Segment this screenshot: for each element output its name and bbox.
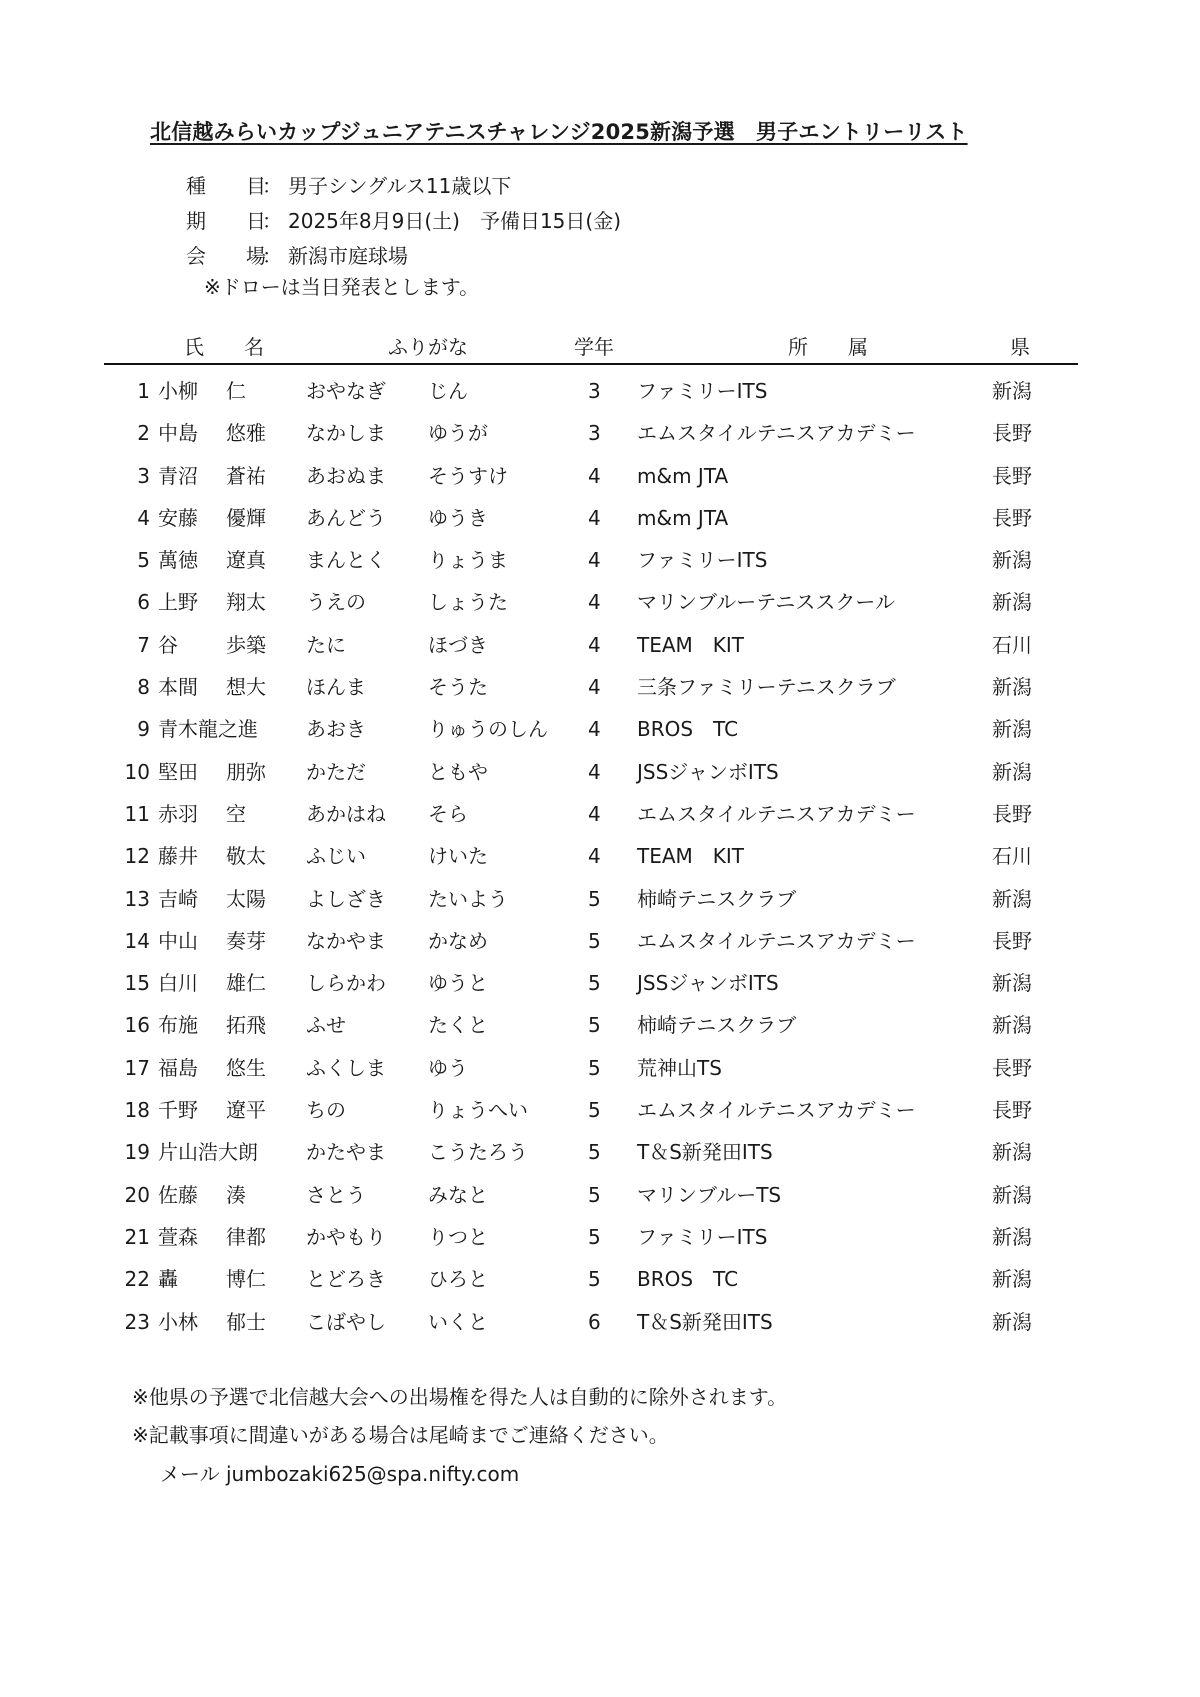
entry-given-name: 太陽 <box>226 886 266 911</box>
entry-number: 21 <box>124 1224 150 1249</box>
entry-family-name: 上野 <box>158 590 198 615</box>
event-info <box>186 170 511 199</box>
entry-prefecture: 長野 <box>992 505 1032 530</box>
entry-family-name: 白川 <box>158 971 198 996</box>
entry-family-name: 片山浩大朗 <box>158 1140 258 1165</box>
entry-family-kana: おやなぎ <box>306 379 386 403</box>
entry-team: マリンブルーTS <box>637 1182 782 1207</box>
entry-family-kana: まんとく <box>306 548 386 573</box>
entry-given-kana: りゅうのしん <box>428 717 548 742</box>
entry-number: 18 <box>124 1098 150 1123</box>
entry-given-kana: そら <box>428 801 468 826</box>
entry-prefecture: 新潟 <box>992 548 1032 573</box>
table-row <box>0 539 1200 581</box>
table-row <box>0 793 1200 835</box>
entry-family-name: 青木龍之進 <box>158 717 258 742</box>
entry-team: エムスタイルテニスアカデミー <box>637 1098 916 1123</box>
entry-team: エムスタイルテニスアカデミー <box>637 421 916 446</box>
entry-number: 1 <box>137 379 150 403</box>
entry-number: 3 <box>137 463 150 488</box>
entry-number: 22 <box>124 1267 150 1292</box>
entry-prefecture: 新潟 <box>992 886 1032 911</box>
entry-grade: 5 <box>588 1267 601 1292</box>
table-row <box>0 1004 1200 1046</box>
date-info <box>186 205 621 234</box>
entry-number: 15 <box>124 971 150 996</box>
table-row <box>0 1216 1200 1258</box>
entry-number: 8 <box>137 675 150 700</box>
entry-family-kana: あかはね <box>306 801 386 826</box>
entry-prefecture: 新潟 <box>992 379 1032 403</box>
entry-family-kana: うえの <box>306 590 366 615</box>
entry-number: 14 <box>124 928 150 953</box>
table-row <box>0 920 1200 962</box>
entry-family-kana: あおぬま <box>306 463 386 488</box>
entry-given-kana: ひろと <box>428 1267 488 1292</box>
entry-team: 柿崎テニスクラブ <box>637 1013 797 1038</box>
entry-given-kana: たくと <box>428 1013 488 1038</box>
entry-family-kana: かやもり <box>306 1224 386 1249</box>
entry-grade: 5 <box>588 1224 601 1249</box>
entry-family-name: 轟 <box>158 1267 178 1292</box>
entry-team: TEAM KIT <box>637 844 745 869</box>
entry-given-kana: りつと <box>428 1224 488 1249</box>
table-row <box>0 1174 1200 1216</box>
entry-team: ファミリーITS <box>637 548 768 573</box>
entry-family-kana: しらかわ <box>306 971 386 996</box>
event-label: 種 目 <box>186 174 266 198</box>
entry-prefecture: 新潟 <box>992 1140 1032 1165</box>
entry-grade: 3 <box>588 421 601 446</box>
entry-grade: 4 <box>588 463 601 488</box>
entry-given-name: 拓飛 <box>226 1013 266 1038</box>
entry-number: 23 <box>124 1309 150 1334</box>
entry-given-kana: いくと <box>428 1309 488 1334</box>
entry-prefecture: 長野 <box>992 928 1032 953</box>
entry-family-name: 福島 <box>158 1055 198 1080</box>
entry-family-name: 中島 <box>158 421 198 446</box>
entry-grade: 5 <box>588 971 601 996</box>
entry-given-kana: たいよう <box>428 886 508 911</box>
entry-family-kana: とどろき <box>306 1267 386 1292</box>
entry-given-kana: ゆう <box>428 1055 468 1080</box>
entry-grade: 5 <box>588 1013 601 1038</box>
entry-number: 9 <box>137 717 150 742</box>
table-row <box>0 1089 1200 1131</box>
header-name-2: 名 <box>244 335 264 359</box>
entry-family-name: 千野 <box>158 1098 198 1123</box>
entry-team: m&m JTA <box>637 463 729 488</box>
entry-given-name: 優輝 <box>226 505 266 530</box>
entry-number: 17 <box>124 1055 150 1080</box>
entry-grade: 4 <box>588 675 601 700</box>
entry-number: 13 <box>124 886 150 911</box>
entry-grade: 5 <box>588 1182 601 1207</box>
header-pref: 県 <box>1010 335 1030 359</box>
table-row <box>0 624 1200 666</box>
entry-grade: 5 <box>588 886 601 911</box>
header-team <box>788 331 868 360</box>
entry-family-kana: なかやま <box>306 928 386 953</box>
entry-family-name: 吉崎 <box>158 886 198 911</box>
table-row <box>0 666 1200 708</box>
entry-given-name: 奏芽 <box>226 928 266 953</box>
entry-family-name: 藤井 <box>158 844 198 869</box>
entry-team: BROS TC <box>637 717 739 742</box>
entry-team: m&m JTA <box>637 505 729 530</box>
entry-given-name: 仁 <box>226 379 246 403</box>
entry-given-name: 郁士 <box>226 1309 266 1334</box>
entry-given-kana: じん <box>428 379 468 403</box>
date-colon: ： <box>262 209 282 233</box>
entry-grade: 4 <box>588 548 601 573</box>
entry-grade: 4 <box>588 801 601 826</box>
entry-given-kana: りょうま <box>428 548 508 573</box>
entry-given-name: 遼真 <box>226 548 266 573</box>
entry-family-name: 青沼 <box>158 463 198 488</box>
entry-prefecture: 新潟 <box>992 1309 1032 1334</box>
entry-prefecture: 新潟 <box>992 675 1032 700</box>
entry-number: 12 <box>124 844 150 869</box>
entry-family-kana: よしざき <box>306 886 386 911</box>
table-row <box>0 497 1200 539</box>
entry-family-name: 萱森 <box>158 1224 198 1249</box>
entry-given-name: 湊 <box>226 1182 246 1207</box>
entry-team: ファミリーITS <box>637 379 768 403</box>
entry-list <box>0 370 1200 1343</box>
entry-prefecture: 長野 <box>992 421 1032 446</box>
event-value: 男子シングルス11歳以下 <box>288 174 512 198</box>
entry-grade: 4 <box>588 632 601 657</box>
venue-label: 会 場 <box>186 244 266 268</box>
entry-given-name: 雄仁 <box>226 971 266 996</box>
entry-prefecture: 新潟 <box>992 590 1032 615</box>
entry-grade: 4 <box>588 759 601 784</box>
entry-family-kana: ふせ <box>306 1013 346 1038</box>
footer-note-contact: ※記載事項に間違いがある場合は尾崎までご連絡ください。 <box>132 1423 669 1447</box>
table-row <box>0 878 1200 920</box>
header-name-1: 氏 <box>184 335 204 359</box>
entry-prefecture: 石川 <box>992 632 1032 657</box>
entry-family-name: 中山 <box>158 928 198 953</box>
entry-given-kana: ともや <box>428 759 488 784</box>
entry-prefecture: 新潟 <box>992 1224 1032 1249</box>
entry-number: 20 <box>124 1182 150 1207</box>
entry-number: 19 <box>124 1140 150 1165</box>
entry-grade: 5 <box>588 928 601 953</box>
header-team-2: 属 <box>848 335 868 359</box>
entry-prefecture: 長野 <box>992 463 1032 488</box>
entry-given-kana: そうすけ <box>428 463 508 488</box>
entry-family-kana: かたやま <box>306 1140 386 1165</box>
venue-info <box>186 240 408 269</box>
entry-family-name: 佐藤 <box>158 1182 198 1207</box>
entry-team: 三条ファミリーテニスクラブ <box>637 675 896 700</box>
entry-prefecture: 新潟 <box>992 759 1032 784</box>
entry-family-name: 堅田 <box>158 759 198 784</box>
footer-mail: メール jumbozaki625@spa.nifty.com <box>160 1462 520 1486</box>
entry-team: T＆S新発田ITS <box>637 1309 773 1334</box>
entry-family-name: 布施 <box>158 1013 198 1038</box>
entry-team: ファミリーITS <box>637 1224 768 1249</box>
entry-family-kana: たに <box>306 632 346 657</box>
entry-given-kana: ゆうき <box>428 505 488 530</box>
entry-family-kana: あんどう <box>306 505 386 530</box>
entry-family-kana: かただ <box>306 759 366 784</box>
table-row <box>0 1301 1200 1343</box>
entry-team: TEAM KIT <box>637 632 745 657</box>
entry-family-name: 本間 <box>158 675 198 700</box>
entry-prefecture: 長野 <box>992 801 1032 826</box>
entry-family-kana: さとう <box>306 1182 366 1207</box>
table-row <box>0 962 1200 1004</box>
entry-grade: 3 <box>588 379 601 403</box>
header-grade: 学年 <box>574 335 614 359</box>
entry-given-name: 敬太 <box>226 844 266 869</box>
entry-number: 16 <box>124 1013 150 1038</box>
entry-given-name: 蒼祐 <box>226 463 266 488</box>
entry-grade: 4 <box>588 717 601 742</box>
table-row <box>0 370 1200 412</box>
entry-prefecture: 石川 <box>992 844 1032 869</box>
entry-family-kana: ちの <box>306 1098 346 1123</box>
entry-given-kana: けいた <box>428 844 488 869</box>
entry-given-kana: ほづき <box>428 632 488 657</box>
entry-given-kana: こうたろう <box>428 1140 528 1165</box>
entry-family-name: 小柳 <box>158 379 198 403</box>
entry-prefecture: 新潟 <box>992 1267 1032 1292</box>
table-row <box>0 1047 1200 1089</box>
entry-grade: 5 <box>588 1055 601 1080</box>
header-team-1: 所 <box>788 335 808 359</box>
entry-number: 7 <box>137 632 150 657</box>
entry-family-kana: なかしま <box>306 421 386 446</box>
header-rule <box>104 363 1078 365</box>
entry-given-kana: しょうた <box>428 590 508 615</box>
table-row <box>0 581 1200 623</box>
page-title: 北信越みらいカップジュニアテニスチャレンジ2025新潟予選 男子エントリーリスト <box>150 120 968 144</box>
event-colon: ： <box>262 174 282 198</box>
entry-grade: 5 <box>588 1098 601 1123</box>
entry-team: JSSジャンボITS <box>637 971 779 996</box>
entry-family-name: 小林 <box>158 1309 198 1334</box>
entry-team: BROS TC <box>637 1267 739 1292</box>
entry-family-kana: ほんま <box>306 675 366 700</box>
entry-grade: 5 <box>588 1140 601 1165</box>
entry-team: JSSジャンボITS <box>637 759 779 784</box>
table-row <box>0 1258 1200 1300</box>
entry-team: T＆S新発田ITS <box>637 1140 773 1165</box>
date-label: 期 日 <box>186 209 266 233</box>
entry-grade: 4 <box>588 590 601 615</box>
date-value: 2025年8月9日(土) 予備日15日(金) <box>288 209 622 233</box>
entry-family-name: 谷 <box>158 632 178 657</box>
entry-team: エムスタイルテニスアカデミー <box>637 928 916 953</box>
venue-colon: ： <box>262 244 282 268</box>
draw-note: ※ドローは当日発表とします。 <box>204 275 480 299</box>
entry-given-name: 律都 <box>226 1224 266 1249</box>
entry-given-name: 博仁 <box>226 1267 266 1292</box>
entry-given-kana: ゆうが <box>428 421 488 446</box>
table-row <box>0 835 1200 877</box>
header-name <box>184 331 264 360</box>
entry-prefecture: 新潟 <box>992 1013 1032 1038</box>
entry-given-name: 空 <box>226 801 246 826</box>
entry-number: 10 <box>124 759 150 784</box>
entry-prefecture: 長野 <box>992 1098 1032 1123</box>
entry-given-name: 翔太 <box>226 590 266 615</box>
footer-note-exclusion: ※他県の予選で北信越大会への出場権を得た人は自動的に除外されます。 <box>132 1385 788 1409</box>
venue-value: 新潟市庭球場 <box>288 244 408 268</box>
table-row <box>0 455 1200 497</box>
entry-number: 5 <box>137 548 150 573</box>
entry-number: 4 <box>137 505 150 530</box>
entry-given-kana: かなめ <box>428 928 488 953</box>
entry-family-kana: ふじい <box>306 844 366 869</box>
entry-given-name: 歩築 <box>226 632 266 657</box>
table-row <box>0 708 1200 750</box>
entry-grade: 6 <box>588 1309 601 1334</box>
table-row <box>0 412 1200 454</box>
entry-prefecture: 新潟 <box>992 971 1032 996</box>
table-row <box>0 1131 1200 1173</box>
entry-prefecture: 新潟 <box>992 717 1032 742</box>
entry-number: 6 <box>137 590 150 615</box>
entry-given-name: 悠雅 <box>226 421 266 446</box>
entry-number: 11 <box>124 801 150 826</box>
entry-family-name: 安藤 <box>158 505 198 530</box>
entry-given-name: 遼平 <box>226 1098 266 1123</box>
entry-given-kana: ゆうと <box>428 971 488 996</box>
entry-team: 柿崎テニスクラブ <box>637 886 797 911</box>
entry-family-kana: あおき <box>306 717 366 742</box>
entry-team: エムスタイルテニスアカデミー <box>637 801 916 826</box>
entry-number: 2 <box>137 421 150 446</box>
entry-given-kana: りょうへい <box>428 1098 528 1123</box>
entry-family-name: 赤羽 <box>158 801 198 826</box>
entry-given-kana: みなと <box>428 1182 488 1207</box>
entry-given-kana: そうた <box>428 675 488 700</box>
entry-prefecture: 長野 <box>992 1055 1032 1080</box>
entry-grade: 4 <box>588 505 601 530</box>
entry-team: 荒神山TS <box>637 1055 722 1080</box>
entry-grade: 4 <box>588 844 601 869</box>
entry-family-kana: こばやし <box>306 1309 386 1334</box>
table-row <box>0 751 1200 793</box>
entry-team: マリンブルーテニススクール <box>637 590 895 615</box>
entry-family-name: 萬徳 <box>158 548 198 573</box>
entry-given-name: 朋弥 <box>226 759 266 784</box>
entry-given-name: 悠生 <box>226 1055 266 1080</box>
header-kana: ふりがな <box>388 335 468 359</box>
entry-family-kana: ふくしま <box>306 1055 386 1080</box>
entry-prefecture: 新潟 <box>992 1182 1032 1207</box>
entry-given-name: 想大 <box>226 675 266 700</box>
